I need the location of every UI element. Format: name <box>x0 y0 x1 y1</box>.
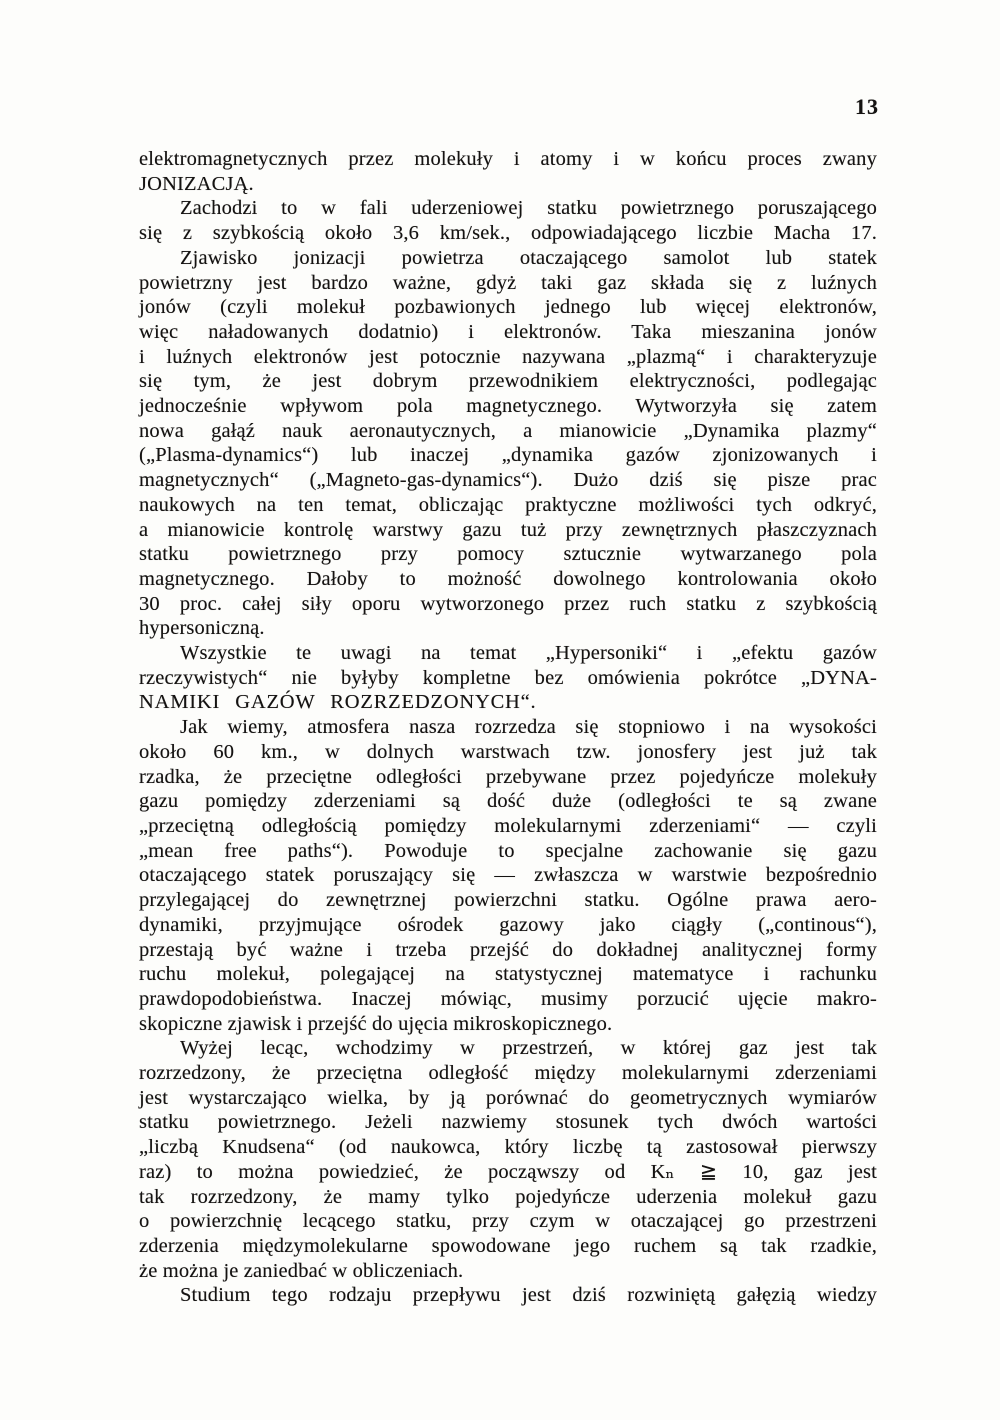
text-line: skopiczne zjawisk i przejść do ujęcia mikroskopicznego. <box>139 1012 613 1035</box>
text-line: się z szybkością około 3,6 km/sek., odpowiadającego liczbie Macha 17. <box>139 222 877 245</box>
text-line: o powierzchnię lecącego statku, przy czym w otaczającej go przestrzeni <box>139 1210 877 1233</box>
text-line: „liczbą Knudsena“ (od naukowca, który liczbę tą zastosował pierwszy <box>139 1136 877 1159</box>
text-line: a mianowicie kontrolę warstwy gazu tuż przy zewnętrznych płaszczyznach <box>139 518 877 541</box>
text-line: magnetycznego. Dałoby to możność dowolnego kontrolowania około <box>139 567 877 590</box>
text-line: rozrzedzony, że przeciętna odległość między molekularnymi zderzeniami <box>139 1062 877 1085</box>
text-block <box>139 147 877 1308</box>
text-line: „przeciętną odległością pomiędzy molekularnymi zderzeniami“ — czyli <box>139 814 877 837</box>
text-line: i luźnych elektronów jest potocznie nazywana „plazmą“ i charakteryzuje <box>139 345 877 368</box>
text-line: dynamiki, przyjmujące ośrodek gazowy jako ciągły („continous“), <box>139 913 877 936</box>
text-line: tak rozrzedzony, że mamy tylko pojedyńcze uderzenia molekuł gazu <box>139 1185 877 1208</box>
text-line: („Plasma-dynamics“) lub inaczej „dynamika gazów zjonizowanych i <box>139 444 877 467</box>
text-line: Wszystkie te uwagi na temat „Hypersoniki“ i „efektu gazów <box>180 642 877 665</box>
paragraph <box>139 715 877 1036</box>
text-line: 30 proc. całej siły oporu wytworzonego przez ruch statku z szybkością <box>139 592 877 615</box>
text-line: elektromagnetycznych przez molekuły i atomy i w końcu proces zwany <box>139 148 877 170</box>
text-line: statku powietrznego przy pomocy sztucznie wytwarzanego pola <box>139 543 877 566</box>
text-line: rzadka, że przeciętne odległości przebywane przez pojedyńcze molekuły <box>139 765 877 788</box>
text-line: JONIZACJĄ. <box>139 172 254 195</box>
text-line: prawdopodobieństwa. Inaczej mówiąc, musimy porzucić ujęcie makro- <box>139 987 877 1010</box>
text-line: magnetycznych“ („Magneto-gas-dynamics“). Dużo dziś się pisze prac <box>139 469 877 492</box>
text-line: więc naładowanych dodatnio) i elektronów. Taka mieszanina jonów <box>139 320 877 343</box>
text-line: przylegającej do zewnętrznej powierzchni statku. Ogólne prawa aero- <box>139 889 877 912</box>
text-line: hypersoniczną. <box>139 617 265 640</box>
text-line: raz) to można powiedzieć, że począwszy od Kₙ ≧ 10, gaz jest <box>139 1160 877 1183</box>
text-line: naukowych na ten temat, obliczając praktyczne możliwości tych odkryć, <box>139 493 877 516</box>
text-line: przestają być ważne i trzeba przejść do dokładnej analitycznej formy <box>139 938 877 961</box>
text-line: około 60 km., w dolnych warstwach tzw. jonosfery jest już tak <box>139 740 877 763</box>
paragraph <box>139 246 877 641</box>
text-line: jest wystarczająco wielka, by ją porównać do geometrycznych wymiarów <box>139 1086 877 1109</box>
text-line: ruchu molekuł, polegającej na statystycznej matematyce i rachunku <box>139 963 877 986</box>
paragraph <box>139 196 877 245</box>
text-line: Zjawisko jonizacji powietrza otaczającego samolot lub statek <box>180 246 877 269</box>
text-line: NAMIKI GAZÓW ROZRZEDZONYCH“. <box>139 691 537 714</box>
text-line: jednocześnie wpływom pola magnetycznego. Wytworzyła się zatem <box>139 395 877 418</box>
page-number: 13 <box>855 94 879 119</box>
text-line: Studium tego rodzaju przepływu jest dziś rozwiniętą gałęzią wiedzy <box>180 1284 877 1307</box>
text-line: Zachodzi to w fali uderzeniowej statku powietrznego poruszającego <box>180 197 877 220</box>
paragraph <box>139 1036 877 1283</box>
text-line: gazu pomiędzy zderzeniami są dość duże (odległości te są zwane <box>139 790 877 813</box>
text-line: powietrzny jest bardzo ważne, gdyż taki gaz składa się z luźnych <box>139 271 877 294</box>
paragraph <box>139 147 877 196</box>
paragraph <box>139 641 877 715</box>
text-line: zderzenia międzymolekularne spowodowane jego ruchem są tak rzadkie, <box>139 1234 877 1257</box>
text-line: Jak wiemy, atmosfera nasza rozrzedza się stopniowo i na wysokości <box>180 716 877 739</box>
text-line: jonów (czyli molekuł pozbawionych jednego lub więcej elektronów, <box>139 296 877 319</box>
text-line: „mean free paths“). Powoduje to specjalne zachowanie się gazu <box>139 839 877 862</box>
text-line: statku powietrznego. Jeżeli nazwiemy stosunek tych dwóch wartości <box>139 1111 877 1134</box>
text-line: rzeczywistych“ nie byłyby kompletne bez omówienia pokrótce „DYNA- <box>139 666 877 689</box>
text-line: nowa gałąź nauk aeronautycznych, a mianowicie „Dynamika plazmy“ <box>139 419 877 442</box>
text-line: Wyżej lecąc, wchodzimy w przestrzeń, w której gaz jest tak <box>180 1037 877 1060</box>
text-line: się tym, że jest dobrym przewodnikiem elektryczności, podlegając <box>139 370 877 393</box>
paragraph <box>139 1283 877 1308</box>
text-line: otaczającego statek poruszający się — zwłaszcza w warstwie bezpośrednio <box>139 864 877 887</box>
text-line: że można je zaniedbać w obliczeniach. <box>139 1259 464 1282</box>
